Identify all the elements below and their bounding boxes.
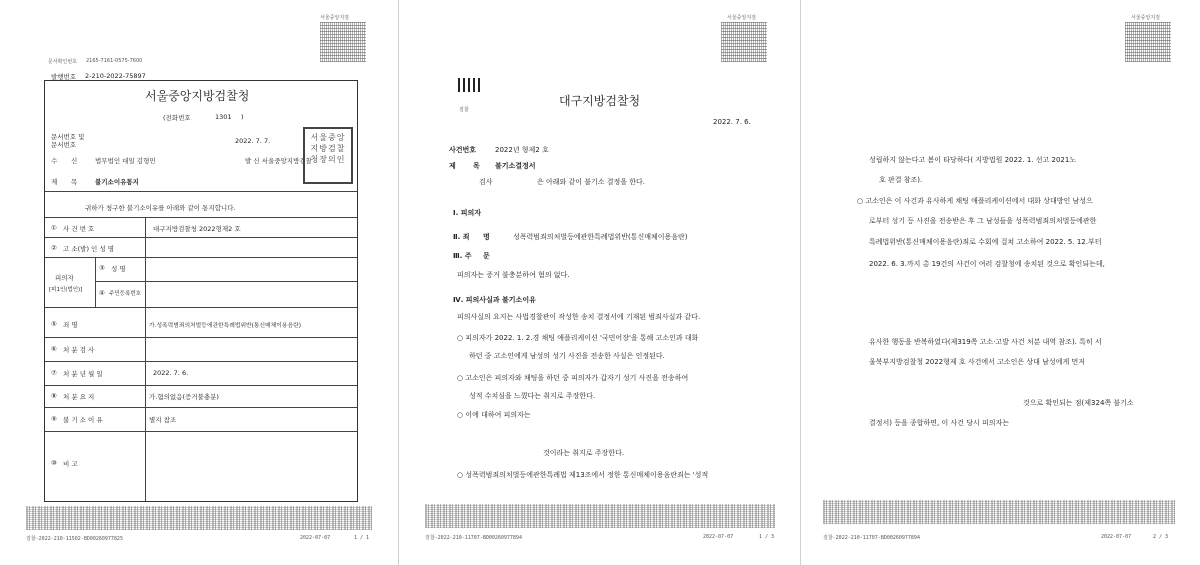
subject-label-2: 목 [71, 178, 78, 186]
row-num: ⑨ [51, 415, 57, 423]
top-stamp-label: 서울중앙지검 [1131, 15, 1160, 21]
bullet-2-line-1: ○ 고소인은 피의자와 채팅을 하던 중 피의자가 갑자기 성기 사진을 전송하여 [457, 374, 689, 382]
row-num: ⑤ [51, 320, 57, 328]
row-line [45, 237, 357, 238]
case-number: 2022년 형제2 호 [495, 146, 549, 154]
page-3-decision-continued [800, 0, 1200, 565]
text-line: 호 판결 참조). [879, 176, 923, 184]
phone-close: ) [241, 113, 244, 121]
section-order-body: 피의자는 증거 불충분하여 혐의 없다. [457, 271, 570, 279]
issue-number: 2-210-2022-75897 [85, 72, 146, 80]
row-label: 처 분 년 월 일 [63, 370, 103, 378]
page-2-decision [398, 0, 798, 565]
row-num: ⑥ [51, 345, 57, 353]
row-num: ⑩ [51, 459, 57, 467]
row-label: 성 명 [111, 265, 126, 273]
top-stamp-label: 서울중앙지검 [320, 15, 349, 21]
recipient-label: 수 [51, 157, 58, 165]
table-top-line [45, 217, 357, 218]
row-label: 주민등록번호 [109, 291, 141, 297]
logo-caption: 검찰 [459, 107, 469, 113]
facts-intro: 피의사실의 요지는 사법경찰관이 작성한 송치 결정서에 기재된 범죄사실과 같다. [457, 313, 701, 321]
footer-doc-id: 검찰-2022-210-11502-BD00260977825 [26, 536, 123, 542]
bullet-2-line-2: 성적 수치심을 느꼈다는 취지로 주장한다. [469, 392, 596, 400]
row-value: 가.혐의없음(증거불충분) [149, 393, 219, 401]
notice-date: 2022. 7. 7. [235, 137, 271, 145]
row-line [45, 307, 357, 308]
page-1-notice [0, 0, 398, 565]
row-value: 가.성폭력범죄의처벌등에관한특례법위반(통신매체이용음란) [149, 323, 301, 329]
qr-code [320, 22, 366, 62]
text-line: 유사한 행동을 반복하였다(제319쪽 고소·고발 사건 처분 내역 참조). 특히 서 [869, 338, 1102, 346]
subject-label-2: 목 [473, 162, 480, 170]
row-line [45, 337, 357, 338]
doc-confirm-number: 2165-7161-0575-7600 [86, 58, 143, 64]
decision-date: 2022. 7. 6. [713, 118, 751, 126]
recipient-name: 법무법인 대일 김형민 [95, 157, 156, 165]
stamp-text: 서울중앙 지방검찰 청장의인 [310, 133, 346, 164]
footer-page: 2 / 3 [1153, 534, 1169, 540]
bullet-3: ○ 이에 대하여 피의자는 [457, 411, 531, 419]
text-line: 2022. 6. 3.까지 총 19건의 사건이 여러 검찰청에 송치된 것으로 확인되는데, [869, 260, 1105, 268]
decision-prefix: 검사 [479, 178, 493, 186]
row-num: ④ [99, 289, 105, 297]
footer-date: 2022-07-07 [1101, 534, 1132, 540]
phone-label: (전화번호 [163, 114, 191, 122]
case-label: 사건번호 [449, 146, 477, 154]
table-col-line [145, 217, 146, 501]
bullet-1-line-2: 하던 중 고소인에게 남성의 성기 사진을 전송한 사실은 인정된다. [469, 352, 665, 360]
suspect-sub-label: [피1인(법인)] [49, 287, 83, 293]
subject-text: 불기소결정서 [495, 162, 536, 170]
text-line: 결정서) 등을 종합하면, 이 사건 당시 피의자는 [869, 419, 1010, 427]
row-num: ③ [99, 264, 105, 272]
row-label: 사 건 번 호 [63, 225, 95, 233]
barcode [425, 504, 775, 528]
section-charge-value: 성폭력범죄의처벌등에관한특례법위반(통신매체이용음란) [513, 233, 688, 241]
text-line: ○ 고소인은 이 사건과 유사하게 채팅 애플리케이션에서 대화 상대방인 남성으 [857, 197, 1093, 205]
top-stamp-label: 서울중앙지검 [727, 15, 756, 21]
row-label: 고 소(발) 인 성 명 [63, 245, 115, 253]
row-num: ⑦ [51, 369, 57, 377]
official-seal-stamp [303, 127, 353, 184]
subject-label: 제 [51, 178, 58, 186]
footer-date: 2022-07-07 [703, 534, 734, 540]
bullet-1-line-1: ○ 피의자가 2022. 1. 2.경 채팅 애플리케이션 '국민어장'을 통해 고소인과 대화 [457, 334, 699, 342]
recipient-label-2: 신 [71, 157, 78, 165]
row-value: 대구지방검찰청 2022형제2 호 [153, 225, 241, 233]
row-line [45, 407, 357, 408]
claim-text: 것이라는 취지로 주장한다. [543, 449, 625, 457]
row-label: 처 분 검 사 [63, 346, 95, 354]
qr-code [1125, 22, 1171, 62]
issue-label: 발행번호 [51, 73, 77, 81]
footer-doc-id: 검찰-2022-210-11707-BD00260977894 [425, 535, 522, 541]
registry-label: 문서번호 및 문서번호 [51, 133, 85, 149]
footer-page: 1 / 3 [759, 534, 775, 540]
subject-label: 제 [449, 162, 456, 170]
section-suspect: Ⅰ. 피의자 [453, 209, 481, 217]
section-charge-label-2: 명 [483, 233, 490, 241]
org-title: 서울중앙지방검찰청 [145, 89, 250, 103]
org-title: 대구지방검찰청 [559, 94, 641, 108]
section-order-label-2: 문 [483, 252, 490, 260]
footer-page: 1 / 1 [354, 535, 370, 541]
row-value: 별지 참조 [149, 416, 177, 424]
row-label: 죄 명 [63, 321, 78, 329]
footer-doc-id: 검찰-2022-210-11707-BD00260977894 [823, 535, 920, 541]
decision-text: 은 아래와 같이 불기소 결정을 한다. [537, 178, 646, 186]
subject-text: 불기소이유통지 [95, 178, 139, 186]
section-facts: Ⅳ. 피의사실과 불기소이유 [453, 296, 536, 304]
barcode [26, 506, 372, 530]
divider [45, 191, 357, 192]
row-num: ② [51, 244, 57, 252]
doc-confirm-label: 문서확인번호 [48, 59, 77, 65]
row-line [45, 361, 357, 362]
bullet-4: ○ 성폭력범죄의처벌등에관한특례법 제13조에서 정한 통신매체이용음란죄는 '성적 [457, 471, 709, 479]
text-line: 성립하지 않는다고 봄이 타당하다( 지방법원 2022. 1. 선고 2021노 [869, 156, 1077, 164]
row-line [45, 431, 357, 432]
intro-text: 귀하가 청구한 불기소이유를 아래와 같이 통지합니다. [85, 204, 236, 212]
row-label: 불 기 소 이 유 [63, 416, 103, 424]
suspect-col-line [95, 257, 96, 307]
row-line [45, 385, 357, 386]
row-num: ⑧ [51, 392, 57, 400]
row-label: 처 분 요 지 [63, 393, 95, 401]
text-line: 울북부지방검찰청 2022형제 호 사건에서 고소인은 상대 남성에게 먼저 [869, 358, 1085, 366]
section-order-label: Ⅲ. 주 [453, 252, 472, 260]
suspect-label: 피의자 [55, 274, 74, 282]
footer-date: 2022-07-07 [300, 535, 331, 541]
row-num: ① [51, 224, 57, 232]
row-label: 비 고 [63, 460, 78, 468]
qr-code [721, 22, 767, 62]
row-line [95, 281, 357, 282]
text-line: 것으로 확인되는 점(제324쪽 불기소 [1023, 399, 1134, 407]
row-value: 2022. 7. 6. [153, 369, 189, 377]
text-line: 로부터 성기 등 사진을 전송받은 후 그 남성들을 성폭력범죄의처벌등에관한 [869, 217, 1097, 225]
phone-number: 1301 [215, 113, 232, 121]
section-charge-label: Ⅱ. 죄 [453, 233, 470, 241]
text-line: 특례법위반(통신매체이용음란)죄로 수회에 걸쳐 고소하여 2022. 5. 12.부터 [869, 238, 1102, 246]
barcode [823, 500, 1175, 524]
prosecution-logo-icon [456, 78, 482, 106]
row-line [45, 257, 357, 258]
sender-name: 발 신 서울중앙지방검찰 [245, 157, 312, 165]
